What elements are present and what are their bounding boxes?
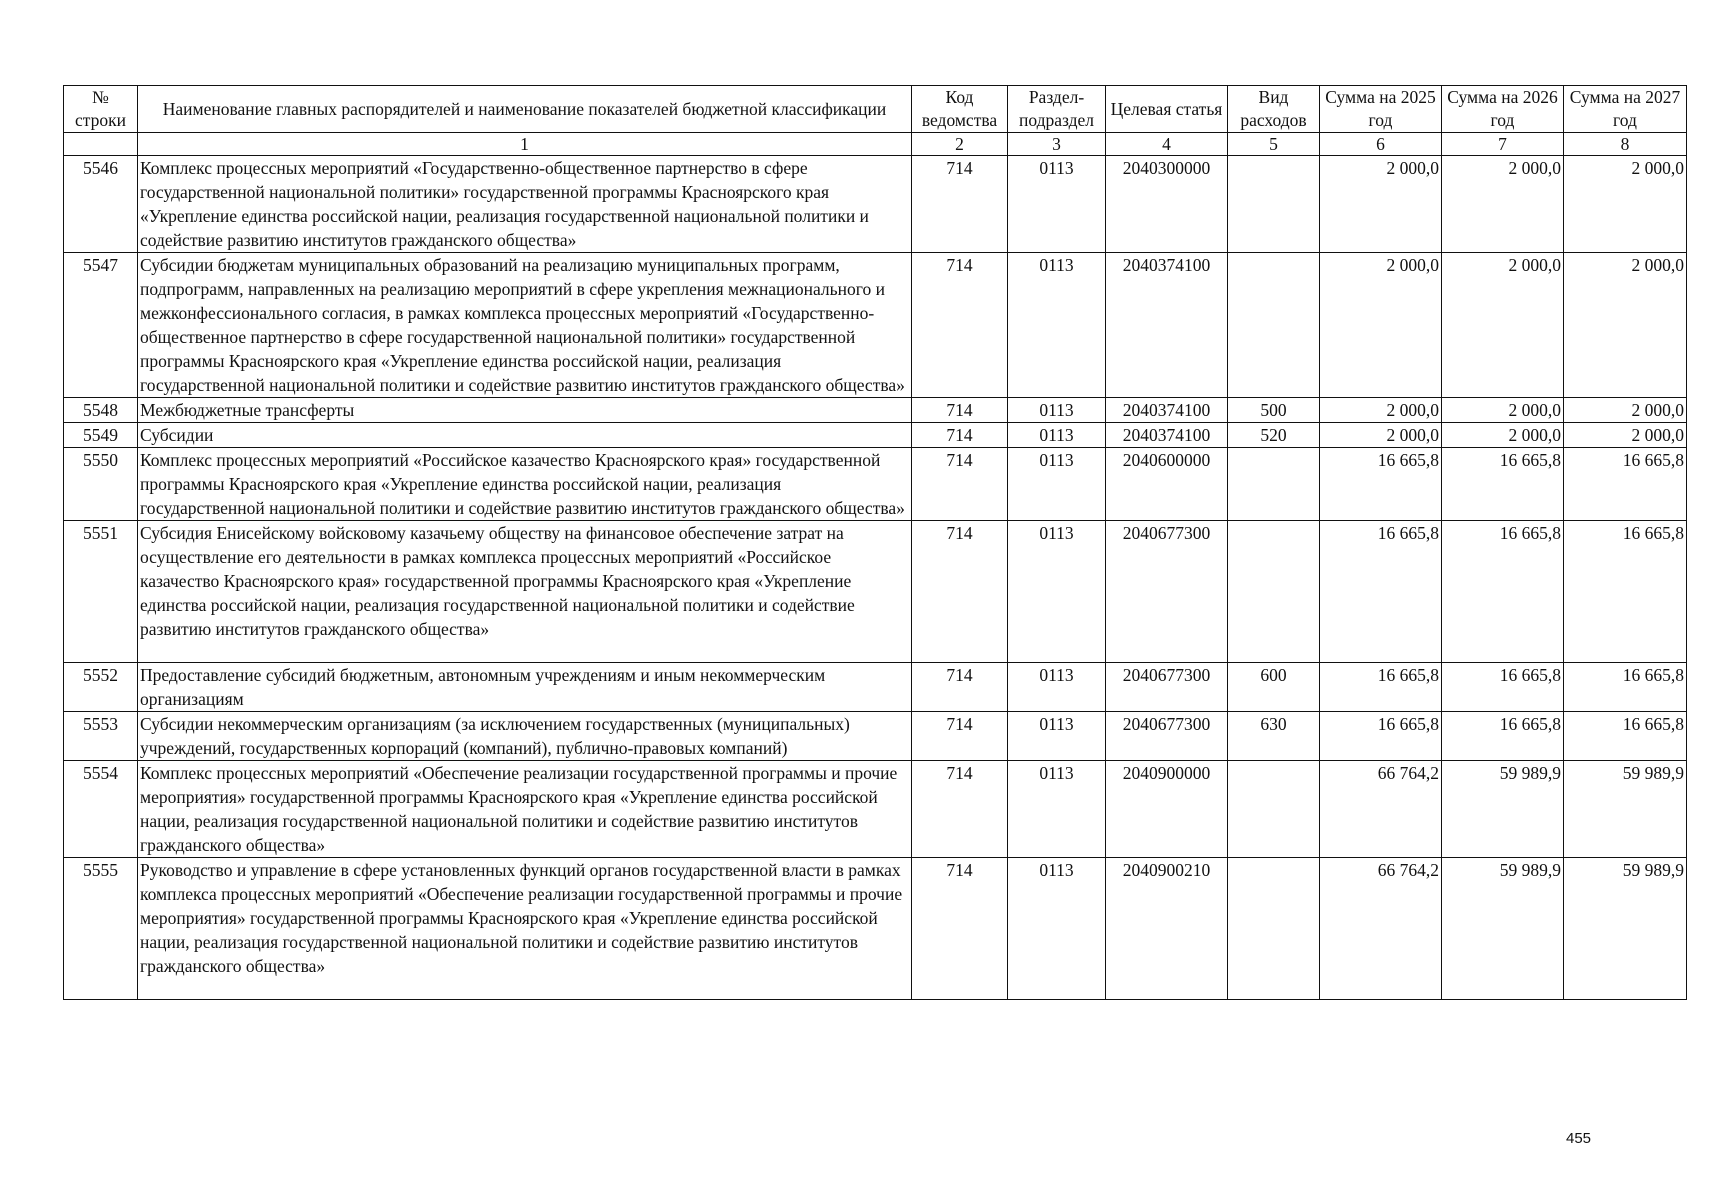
- budget-table: [63, 85, 1687, 1000]
- row-name: Комплекс процессных мероприятий «Государственно-общественное партнерство в сфере государственной национальной политики» государственной программы Красноярского края «Укрепление единства российской нации, реализация государственной национальной политики и содействие развитию институтов гражданского общества»: [138, 156, 912, 253]
- row-dept-code: 714: [912, 423, 1008, 448]
- row-sum-2026: 2 000,0: [1442, 253, 1564, 398]
- row-target-article: 2040677300: [1106, 712, 1228, 761]
- row-expense-type: [1228, 448, 1320, 521]
- row-sum-2027: 2 000,0: [1564, 423, 1687, 448]
- column-number: 8: [1564, 133, 1687, 156]
- row-dept-code: 714: [912, 398, 1008, 423]
- row-sum-2026: 59 989,9: [1442, 858, 1564, 1000]
- column-number: 7: [1442, 133, 1564, 156]
- row-section: 0113: [1008, 761, 1106, 858]
- table-row: [64, 521, 1687, 663]
- row-name: Комплекс процессных мероприятий «Обеспечение реализации государственной программы и прочие мероприятия» государственной программы Красноярского края «Укрепление единства российской нации, реализация государственной национальной политики и содействие развитию институтов гражданского общества»: [138, 761, 912, 858]
- row-dept-code: 714: [912, 761, 1008, 858]
- table-row: [64, 663, 1687, 712]
- row-dept-code: 714: [912, 156, 1008, 253]
- table-row: [64, 253, 1687, 398]
- header-sum-2026: Сумма на 2026 год: [1442, 86, 1564, 133]
- row-sum-2025: 2 000,0: [1320, 423, 1442, 448]
- row-target-article: 2040900210: [1106, 858, 1228, 1000]
- header-sum-2025: Сумма на 2025 год: [1320, 86, 1442, 133]
- row-expense-type: [1228, 761, 1320, 858]
- column-number: 4: [1106, 133, 1228, 156]
- header-row: [64, 86, 1687, 133]
- header-target-article: Целевая статья: [1106, 86, 1228, 133]
- row-section: 0113: [1008, 521, 1106, 663]
- row-expense-type: 520: [1228, 423, 1320, 448]
- row-sum-2025: 2 000,0: [1320, 398, 1442, 423]
- row-sum-2025: 66 764,2: [1320, 761, 1442, 858]
- row-expense-type: 500: [1228, 398, 1320, 423]
- column-number-row: [64, 133, 1687, 156]
- row-dept-code: 714: [912, 253, 1008, 398]
- row-sum-2025: 66 764,2: [1320, 858, 1442, 1000]
- row-target-article: 2040374100: [1106, 398, 1228, 423]
- row-dept-code: 714: [912, 858, 1008, 1000]
- row-number: 5555: [64, 858, 138, 1000]
- row-dept-code: 714: [912, 663, 1008, 712]
- header-expense-type: Вид расходов: [1228, 86, 1320, 133]
- row-name: Субсидия Енисейскому войсковому казачьему обществу на финансовое обеспечение затрат на осуществление его деятельности в рамках комплекса процессных мероприятий «Российское казачество Красноярского края» государственной программы Красноярского края «Укрепление единства российской нации, реализация государственной национальной политики и содействие развитию институтов гражданского общества»: [138, 521, 912, 663]
- row-sum-2027: 2 000,0: [1564, 253, 1687, 398]
- row-sum-2025: 2 000,0: [1320, 253, 1442, 398]
- row-sum-2026: 16 665,8: [1442, 663, 1564, 712]
- row-dept-code: 714: [912, 712, 1008, 761]
- column-number: 1: [138, 133, 912, 156]
- row-sum-2025: 16 665,8: [1320, 712, 1442, 761]
- row-target-article: 2040900000: [1106, 761, 1228, 858]
- row-target-article: 2040300000: [1106, 156, 1228, 253]
- row-section: 0113: [1008, 423, 1106, 448]
- row-sum-2025: 16 665,8: [1320, 521, 1442, 663]
- row-sum-2026: 16 665,8: [1442, 448, 1564, 521]
- row-section: 0113: [1008, 858, 1106, 1000]
- row-section: 0113: [1008, 398, 1106, 423]
- row-number: 5548: [64, 398, 138, 423]
- row-expense-type: [1228, 156, 1320, 253]
- header-name: Наименование главных распорядителей и наименование показателей бюджетной классификации: [138, 86, 912, 133]
- row-name: Комплекс процессных мероприятий «Российское казачество Красноярского края» государственной программы Красноярского края «Укрепление единства российской нации, реализация государственной национальной политики и содействие развитию институтов гражданского общества»: [138, 448, 912, 521]
- row-number: 5552: [64, 663, 138, 712]
- table-row: [64, 761, 1687, 858]
- row-dept-code: 714: [912, 448, 1008, 521]
- row-sum-2026: 2 000,0: [1442, 156, 1564, 253]
- row-sum-2026: 2 000,0: [1442, 398, 1564, 423]
- row-dept-code: 714: [912, 521, 1008, 663]
- row-sum-2026: 2 000,0: [1442, 423, 1564, 448]
- table-row: [64, 423, 1687, 448]
- table-row: [64, 448, 1687, 521]
- row-expense-type: 630: [1228, 712, 1320, 761]
- row-section: 0113: [1008, 663, 1106, 712]
- row-sum-2025: 16 665,8: [1320, 448, 1442, 521]
- row-number: 5554: [64, 761, 138, 858]
- header-sum-2027: Сумма на 2027 год: [1564, 86, 1687, 133]
- column-number: 3: [1008, 133, 1106, 156]
- row-name: Межбюджетные трансферты: [138, 398, 912, 423]
- row-number: 5547: [64, 253, 138, 398]
- column-number: 2: [912, 133, 1008, 156]
- row-expense-type: [1228, 858, 1320, 1000]
- row-expense-type: [1228, 253, 1320, 398]
- row-sum-2027: 2 000,0: [1564, 398, 1687, 423]
- row-section: 0113: [1008, 253, 1106, 398]
- row-target-article: 2040677300: [1106, 663, 1228, 712]
- row-target-article: 2040374100: [1106, 423, 1228, 448]
- row-expense-type: [1228, 521, 1320, 663]
- row-sum-2027: 16 665,8: [1564, 663, 1687, 712]
- row-number: 5546: [64, 156, 138, 253]
- page-number: 455: [1566, 1130, 1592, 1147]
- row-sum-2027: 16 665,8: [1564, 521, 1687, 663]
- row-name: Субсидии: [138, 423, 912, 448]
- row-number: 5553: [64, 712, 138, 761]
- header-dept-code: Код ведомства: [912, 86, 1008, 133]
- row-section: 0113: [1008, 156, 1106, 253]
- row-name: Субсидии бюджетам муниципальных образований на реализацию муниципальных программ, подпрограмм, направленных на реализацию мероприятий в сфере укрепления межнационального и межконфессионального согласия, в рамках комплекса процессных мероприятий «Государственно-общественное партнерство в сфере государственной национальной политики» государственной программы Красноярского края «Укрепление единства российской нации, реализация государственной национальной политики и содействие развитию институтов гражданского общества»: [138, 253, 912, 398]
- row-section: 0113: [1008, 448, 1106, 521]
- row-sum-2027: 59 989,9: [1564, 858, 1687, 1000]
- column-number: 5: [1228, 133, 1320, 156]
- row-name: Субсидии некоммерческим организациям (за исключением государственных (муниципальных) учреждений, государственных корпораций (компаний), публично-правовых компаний): [138, 712, 912, 761]
- row-sum-2026: 16 665,8: [1442, 712, 1564, 761]
- table-row: [64, 156, 1687, 253]
- row-target-article: 2040600000: [1106, 448, 1228, 521]
- row-number: 5550: [64, 448, 138, 521]
- table-row: [64, 712, 1687, 761]
- row-sum-2025: 2 000,0: [1320, 156, 1442, 253]
- table-row: [64, 398, 1687, 423]
- row-sum-2027: 2 000,0: [1564, 156, 1687, 253]
- row-target-article: 2040677300: [1106, 521, 1228, 663]
- row-expense-type: 600: [1228, 663, 1320, 712]
- table-row: [64, 858, 1687, 1000]
- row-sum-2025: 16 665,8: [1320, 663, 1442, 712]
- row-sum-2027: 16 665,8: [1564, 448, 1687, 521]
- column-number: 6: [1320, 133, 1442, 156]
- row-sum-2026: 16 665,8: [1442, 521, 1564, 663]
- row-section: 0113: [1008, 712, 1106, 761]
- header-section: Раздел-подраздел: [1008, 86, 1106, 133]
- column-number: [64, 133, 138, 156]
- header-row-number: № строки: [64, 86, 138, 133]
- row-sum-2027: 16 665,8: [1564, 712, 1687, 761]
- row-number: 5549: [64, 423, 138, 448]
- row-name: Предоставление субсидий бюджетным, автономным учреждениям и иным некоммерческим организациям: [138, 663, 912, 712]
- row-target-article: 2040374100: [1106, 253, 1228, 398]
- row-number: 5551: [64, 521, 138, 663]
- row-sum-2026: 59 989,9: [1442, 761, 1564, 858]
- row-name: Руководство и управление в сфере установленных функций органов государственной власти в рамках комплекса процессных мероприятий «Обеспечение реализации государственной программы и прочие мероприятия» государственной программы Красноярского края «Укрепление единства российской нации, реализация государственной национальной политики и содействие развитию институтов гражданского общества»: [138, 858, 912, 1000]
- row-sum-2027: 59 989,9: [1564, 761, 1687, 858]
